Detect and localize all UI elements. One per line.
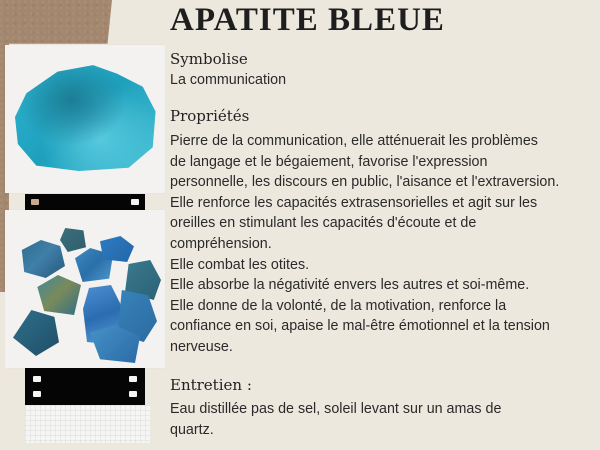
proprietes-line: Pierre de la communication, elle atténuerait les problèmes: [170, 133, 538, 149]
rock: [60, 228, 86, 252]
proprietes-line: Elle renforce les capacités extrasensorielles et agit sur les: [170, 194, 538, 211]
proprietes-line: Elle absorbe la négativité envers les autres et soi-même.: [170, 277, 530, 294]
apatite-cluster-image: [5, 210, 165, 368]
film-hole: [131, 199, 139, 205]
film-hole: [129, 376, 137, 382]
rock: [17, 238, 65, 278]
film-hole: [129, 391, 137, 397]
proprietes-line: compréhension.: [170, 235, 272, 252]
proprietes-line: Elle combat les otites.: [170, 256, 310, 273]
entretien-line: Eau distillée pas de sel, soleil levant sur un amas de: [170, 401, 502, 417]
proprietes-text: [170, 131, 559, 358]
entretien-heading: Entretien :: [170, 376, 252, 394]
proprietes-heading: Propriétés: [170, 107, 250, 125]
proprietes-line: confiance en soi, apaise le mal-être émotionnel et la tension: [170, 318, 550, 335]
page-title: APATITE BLEUE: [170, 2, 445, 38]
symbolise-heading: Symbolise: [170, 50, 248, 68]
proprietes-line: oreilles en stimulant les capacités d'écoute et de: [170, 215, 477, 232]
proprietes-line: Elle donne de la volonté, de la motivation, renforce la: [170, 297, 507, 314]
photo-single-stone: [5, 45, 165, 193]
film-hole: [33, 391, 41, 397]
symbolise-text: La communication: [170, 72, 287, 88]
rock: [35, 275, 81, 315]
photo-stone-cluster: [5, 210, 165, 368]
apatite-stone-image: [15, 63, 157, 171]
rock: [100, 236, 134, 262]
film-strip-decoration: [25, 368, 145, 405]
proprietes-line: nerveuse.: [170, 338, 233, 355]
rock: [13, 310, 59, 356]
entretien-line: quartz.: [170, 421, 214, 438]
film-hole: [31, 199, 39, 205]
film-strip-decoration: [25, 194, 145, 210]
proprietes-line: personnelle, les discours en public, l'aisance et l'extraversion.: [170, 174, 560, 191]
proprietes-line: de langage et le bégaiement, favorise l'expression: [170, 153, 488, 170]
entretien-text: [170, 399, 501, 440]
grid-paper-decoration: [25, 405, 150, 443]
film-hole: [33, 376, 41, 382]
